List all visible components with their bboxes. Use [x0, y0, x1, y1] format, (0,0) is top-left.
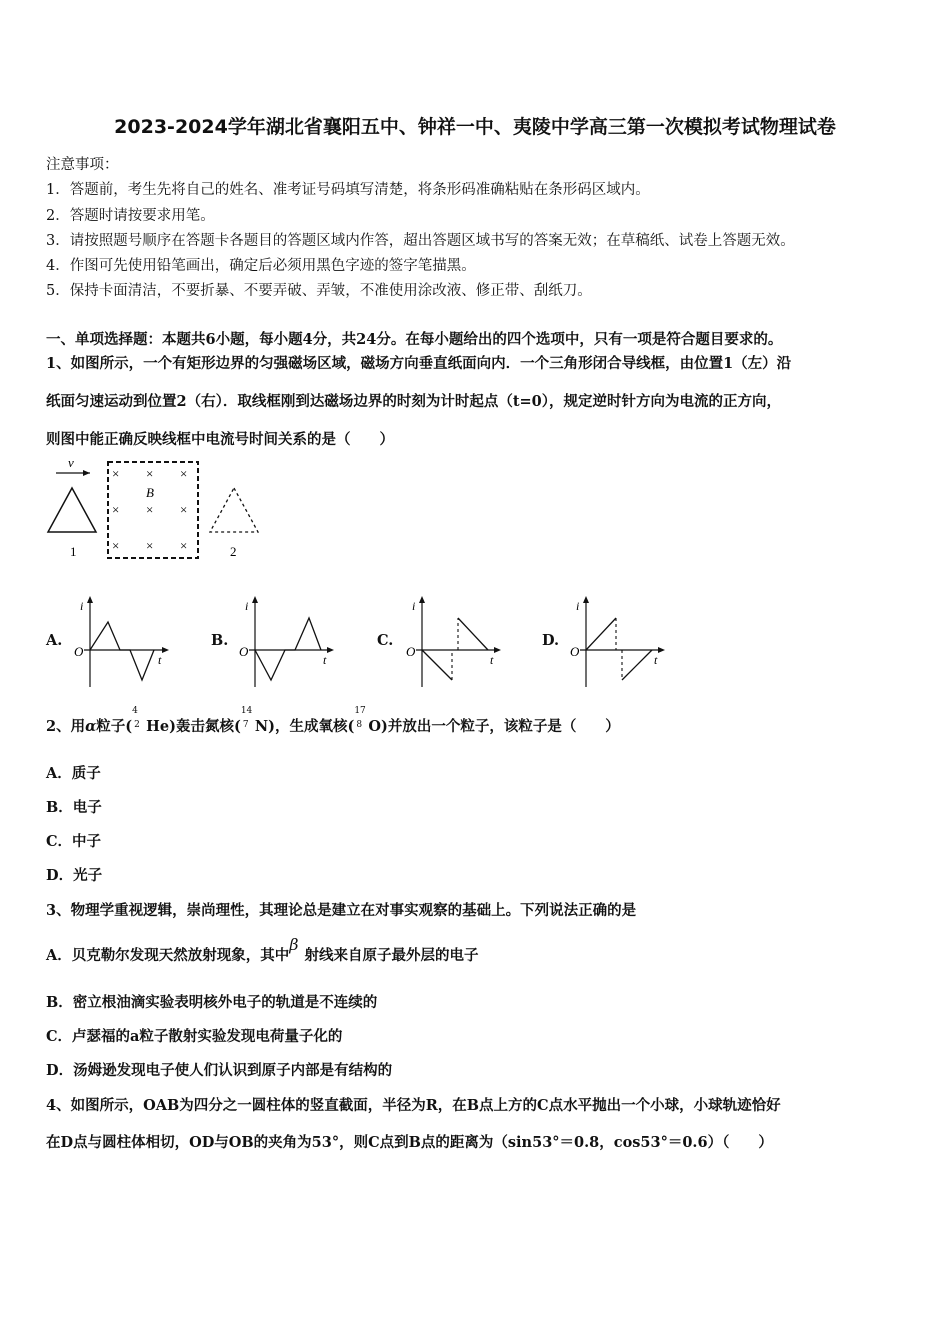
- q3-option-C[interactable]: C．卢瑟福的a粒子散射实验发现电荷量子化的: [46, 1028, 343, 1045]
- q4-stem-line: 4、如图所示，OAB为四分之一圆柱体的竖直截面，半径为R，在B点上方的C点水平抛出一个小球，小球轨迹恰好: [46, 1097, 781, 1114]
- axis-t-label: t: [323, 653, 327, 667]
- q1-stem-line: 1、如图所示，一个有矩形边界的匀强磁场区域，磁场方向垂直纸面向内．一个三角形闭合导线框，由位置1（左）沿: [46, 355, 792, 372]
- velocity-label: v: [68, 455, 74, 470]
- page-title: 2023-2024学年湖北省襄阳五中、钟祥一中、夷陵中学高三第一次模拟考试物理试卷: [114, 116, 836, 138]
- q1-option-D-label[interactable]: D.: [542, 632, 560, 649]
- beta-symbol: β: [289, 935, 299, 954]
- oxygen-isotope: 17 8: [354, 706, 366, 730]
- q1-stem-line: 纸面匀速运动到位置2（右）．取线框刚到达磁场边界的时刻为计时起点（t=0），规定逆时针方向为电流的正方向，: [46, 393, 782, 410]
- q1-option-B-graph[interactable]: [235, 592, 340, 692]
- q1-option-A-label[interactable]: A.: [46, 632, 63, 649]
- q2-option-D[interactable]: D．光子: [46, 867, 103, 884]
- velocity-arrowhead: [83, 470, 90, 476]
- q2-stem: 2、用α粒子( 4 2 He)轰击氮核( 14 7 N)，生成氧核( 17 8 O)并放出一个粒子，该粒子是（ ）: [46, 706, 620, 735]
- helium-isotope: 4 2: [132, 706, 140, 730]
- nitrogen-isotope: 14 7: [240, 706, 253, 730]
- svg-text:×: ×: [146, 502, 154, 517]
- origin-label: O: [406, 644, 416, 659]
- origin-label: O: [570, 644, 580, 659]
- q1-option-C-graph[interactable]: [402, 592, 507, 692]
- svg-text:×: ×: [112, 538, 120, 553]
- svg-text:×: ×: [146, 466, 154, 481]
- q3-option-D[interactable]: D．汤姆逊发现电子使人们认识到原子内部是有结构的: [46, 1062, 393, 1079]
- notice-item: 2．答题时请按要求用笔。: [46, 208, 215, 224]
- q1-magnetic-field-figure: [40, 452, 280, 567]
- axis-t-label: t: [490, 653, 494, 667]
- axis-i-label: i: [576, 599, 580, 613]
- notice-item: 3．请按照题号顺序在答题卡各题目的答题区域内作答，超出答题区域书写的答案无效；在草稿纸、试卷上答题无效。: [46, 233, 795, 249]
- q1-option-B-label[interactable]: B.: [211, 632, 229, 649]
- section-heading: 一、单项选择题：本题共6小题，每小题4分，共24分。在每小题给出的四个选项中，只有一项是符合题目要求的。: [46, 331, 783, 348]
- position-1-label: 1: [70, 544, 77, 559]
- current-curve: [255, 618, 321, 680]
- q2-option-B[interactable]: B．电子: [46, 799, 102, 816]
- axis-t-label: t: [654, 653, 658, 667]
- alpha-symbol: α: [85, 718, 97, 735]
- origin-label: O: [74, 644, 84, 659]
- svg-text:×: ×: [112, 502, 120, 517]
- q1-option-D-graph[interactable]: [566, 592, 671, 692]
- current-curve: [422, 650, 452, 680]
- position-2-label: 2: [230, 544, 237, 559]
- current-curve: [586, 618, 616, 650]
- q1-option-A-graph[interactable]: [70, 592, 175, 692]
- notice-item: 1．答题前，考生先将自己的姓名、准考证号码填写清楚，将条形码准确粘贴在条形码区域内。: [46, 182, 650, 198]
- triangle-position-1: [48, 488, 96, 532]
- q1-stem-line: 则图中能正确反映线框中电流号时间关系的是（ ）: [46, 431, 394, 448]
- triangle-position-2: [210, 488, 258, 532]
- notice-item: 4．作图可先使用铅笔画出，确定后必须用黑色字迹的签字笔描黑。: [46, 258, 476, 274]
- q3-stem: 3、物理学重视逻辑，崇尚理性，其理论总是建立在对事实观察的基础上。下列说法正确的是: [46, 902, 637, 919]
- q4-stem-line: 在D点与圆柱体相切，OD与OB的夹角为53°，则C点到B点的距离为（sin53°＝0.8，cos53°＝0.6）（ ）: [46, 1134, 773, 1151]
- axis-i-label: i: [245, 599, 249, 613]
- field-crosses: [112, 466, 187, 553]
- svg-text:×: ×: [146, 538, 154, 553]
- q3-option-A[interactable]: A．贝克勒尔发现天然放射现象，其中β射线来自原子最外层的电子: [46, 935, 479, 964]
- field-B-label: B: [146, 485, 154, 500]
- q3-option-B[interactable]: B．密立根油滴实验表明核外电子的轨道是不连续的: [46, 994, 378, 1011]
- current-curve: [90, 622, 154, 680]
- q2-option-C[interactable]: C．中子: [46, 833, 102, 850]
- svg-text:×: ×: [180, 466, 188, 481]
- q1-option-C-label[interactable]: C.: [377, 632, 394, 649]
- notice-heading: 注意事项：: [46, 157, 119, 173]
- axis-t-label: t: [158, 653, 162, 667]
- axis-i-label: i: [412, 599, 416, 613]
- svg-text:×: ×: [112, 466, 120, 481]
- svg-text:×: ×: [180, 502, 188, 517]
- notice-item: 5．保持卡面清洁，不要折暴、不要弄破、弄皱，不准使用涂改液、修正带、刮纸刀。: [46, 283, 592, 299]
- origin-label: O: [239, 644, 249, 659]
- svg-text:×: ×: [180, 538, 188, 553]
- axis-i-label: i: [80, 599, 84, 613]
- q2-option-A[interactable]: A．质子: [46, 765, 101, 782]
